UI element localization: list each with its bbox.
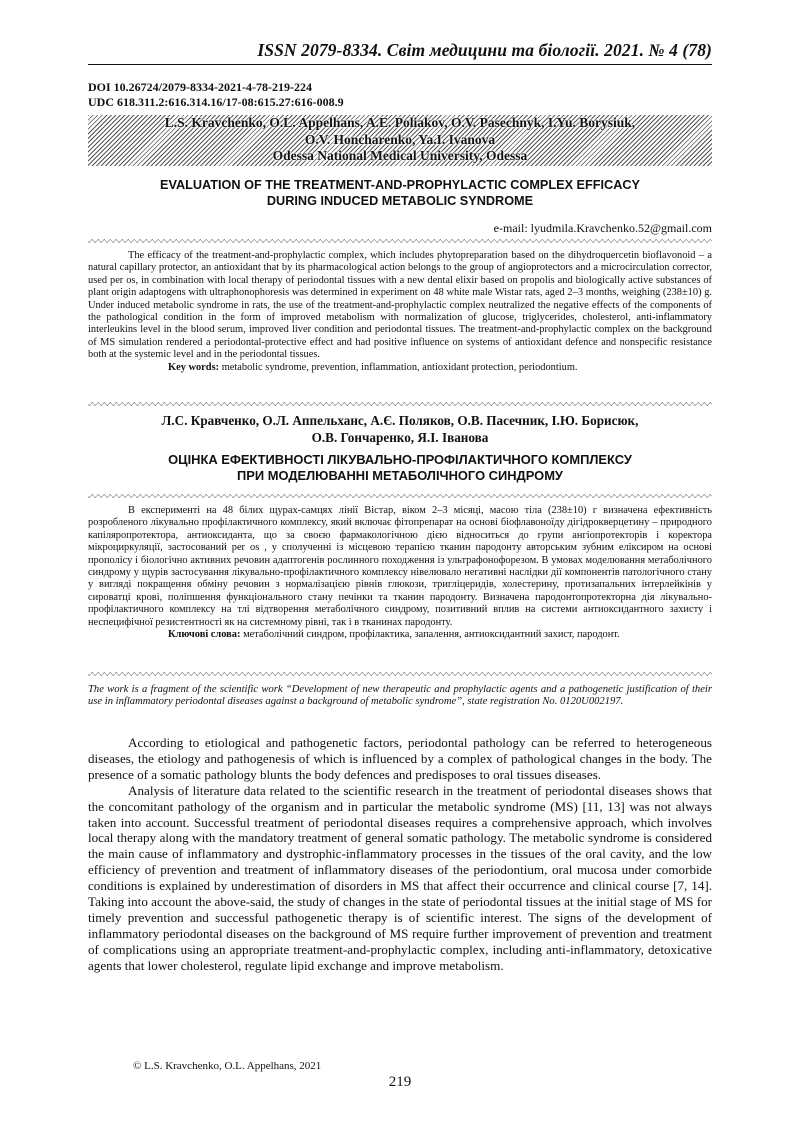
keywords-ua-text: метаболічний синдром, профілактика, запалення, антиоксидантний захист, пародонт.	[243, 629, 620, 641]
affiliation: Odessa National Medical University, Odessa	[272, 148, 528, 163]
article-title-ukrainian	[88, 452, 712, 484]
abstract-ua-text: В експерименті на 48 білих щурах-самцях лінії Вістар, віком 2–3 місяці, масою тіла (238±10) г визначена ефективність розробленого лікувально профілактичного комплексу, який включає фітопрепарат на основі біофлавоноїду дігідрокверцетину – природного капіляропротектора, антиоксиданта, що за своєю фармакологічною дією відноситься до групи ангіопротекторів і коректора мікроциркуляції, застосований per os , у сполученні із місцевою терапією тканин пародонту авторським зубним еліксиром на основі прополісу і біологічно активних речовин адаптогенів рослинного походження із ультрафонофорезом. В умовах моделювання метаболічного синдрому у щурів застосування лікувально-профілактичного комплексу нівелювало негативні наслідки дії компонентів патологічного стану у вигляді покращення обміну речовин з нормалізацією рівнів глюкози, тригліцеридів, холестерину, протизапальних інтерлейкінів у сироватці крові, поліпшення функціонального стану печінки та тканин пародонту. Визначена пародонтопротекторна дія лікувально-профілактичного комплексу на тлі відтворення метаболічного синдрому, позитивний вплив на системи антиоксидантного захисту і неспецифічної резистентності як на системному рівні, так і в тканинах пародонту.	[88, 505, 712, 628]
abstract-ua-divider-bottom	[88, 672, 712, 676]
authors-ua-line-2: О.В. Гончаренко, Я.І. Іванова	[311, 430, 489, 445]
abstract-en-text: The efficacy of the treatment-and-prophylactic complex, which includes phytopreparation based on the dihydroquercetin bioflavonoid – a natural capillary protector, an antioxidant that by its pharmacological action belongs to the group of angioprotectors and a microcirculation corrector, used per os, in combination with local therapy of periodontal tissues with a new dental elixir based on propolis and biologically active substances of plant origin adaptogens with ultraphonophoresis was determined in experiment on 48 white male Wistar rats, aged 2–3 months, weighing (238±10) g. Under induced metabolic syndrome in rats, the use of the treatment-and-prophylactic complex neutralized the negative effects of the components of the pathological condition in the form of improved metabolism with normalization of glucose, triglycerides, cholesterol, anti-inflammatory interleukins level in the blood serum, improved liver condition and periodontal tissues. The treatment-and-prophylactic complex on the background of MS simulation rendered a periodontal-protective effect and had positive influence on systems of antioxidant defence and nonspecific resistance both at the systemic level and in the periodontal tissues.	[88, 250, 712, 361]
keywords-ua-label: Ключові слова:	[168, 629, 241, 641]
authors-line-2: O.V. Honcharenko, Ya.I. Ivanova	[304, 131, 496, 147]
running-header: ISSN 2079-8334. Світ медицини та біології. 2021. № 4 (78)	[257, 40, 712, 60]
title-ua-line-2: ПРИ МОДЕЛЮВАННІ МЕТАБОЛІЧНОГО СИНДРОМУ	[237, 468, 563, 483]
body-paragraph-1: According to etiological and pathogenetic factors, periodontal pathology can be referred to heterogeneous diseases, the etiology and pathogenesis of which is influenced by a complex of pathological changes in the body. The presence of a somatic pathology blunts the body defences and predisposes to oral tissues diseases.	[88, 735, 712, 782]
abstract-ukrainian	[88, 505, 712, 641]
authors-ukrainian	[88, 412, 712, 446]
authors-band-english	[88, 115, 712, 166]
corresponding-email[interactable]: e-mail: lyudmila.Kravchenko.52@gmail.com	[493, 221, 712, 235]
article-identifiers	[88, 80, 344, 110]
header-rule	[88, 64, 712, 65]
keywords-en-label: Key words:	[168, 361, 220, 373]
copyright-notice: © L.S. Kravchenko, O.L. Appelhans, 2021	[133, 1060, 322, 1072]
authors-line-1: L.S. Kravchenko, O.L. Appelhans, A.E. Poliakov, O.V. Pasechnyk, I.Yu. Borysiuk,	[164, 115, 636, 130]
title-ua-line-1: ОЦІНКА ЕФЕКТИВНОСТІ ЛІКУВАЛЬНО-ПРОФІЛАКТИЧНОГО КОМПЛЕКСУ	[168, 452, 632, 467]
abstract-divider-middle	[88, 402, 712, 406]
article-body	[88, 735, 712, 974]
article-title-english	[88, 177, 712, 209]
keywords-en-text: metabolic syndrome, prevention, inflammation, antioxidant protection, periodontium.	[221, 361, 578, 373]
udc: UDC 618.311.2:616.314.16/17-08:615.27:616-008.9	[88, 95, 344, 109]
keywords-ua	[88, 629, 712, 641]
keywords-en	[88, 362, 712, 374]
title-en-line-2: DURING INDUCED METABOLIC SYNDROME	[266, 194, 534, 208]
authors-ua-line-1: Л.С. Кравченко, О.Л. Аппельханс, А.Є. Поляков, О.В. Пасечник, І.Ю. Борисюк,	[161, 413, 639, 428]
funding-note: The work is a fragment of the scientific work “Development of new therapeutic and prophylactic agents and a pathogenetic justification of their use in inflammatory periodontal diseases against a background of metabolic syndrome”, state registration No. 0120U002197.	[88, 684, 712, 708]
body-paragraph-2: Analysis of literature data related to the scientific research in the treatment of periodontal diseases shows that the concomitant pathology of the organism and in particular the metabolic syndrome (MS) [11, 13] was not always taken into account. Successful treatment of periodontal diseases requires a comprehensive approach, which involves local therapy along with the mandatory treatment of general somatic pathology. The metabolic syndrome is considered the main cause of inflammatory and dystrophic-inflammatory processes in the tissues of the oral cavity, and the low efficiency of prevention and treatment of inflammatory diseases of the periodontium, oral mucosa under comorbide conditions is explained by underestimation of disorders in MS that affect their occurrence and clinical course [7, 14]. Taking into account the above-said, the study of changes in the state of periodontal tissues at the initial stage of MS for timely prevention and successful pathogenetic therapy is of scientific interest. The signs of the development of inflammatory periodontal diseases on the background of MS require further improvement of prevention and treatment of complications using an appropriate treatment-and-prophylactic complex, including anti-inflammatory, detoxicative agents that lower cholesterol, regulate lipid exchange and improve metabolism.	[88, 782, 712, 973]
abstract-ua-divider-top	[88, 494, 712, 498]
page-number: 219	[388, 1074, 412, 1090]
title-en-line-1: EVALUATION OF THE TREATMENT-AND-PROPHYLACTIC COMPLEX EFFICACY	[160, 178, 640, 192]
abstract-divider-top	[88, 239, 712, 243]
abstract-english	[88, 250, 712, 374]
doi[interactable]: DOI 10.26724/2079-8334-2021-4-78-219-224	[88, 80, 312, 94]
